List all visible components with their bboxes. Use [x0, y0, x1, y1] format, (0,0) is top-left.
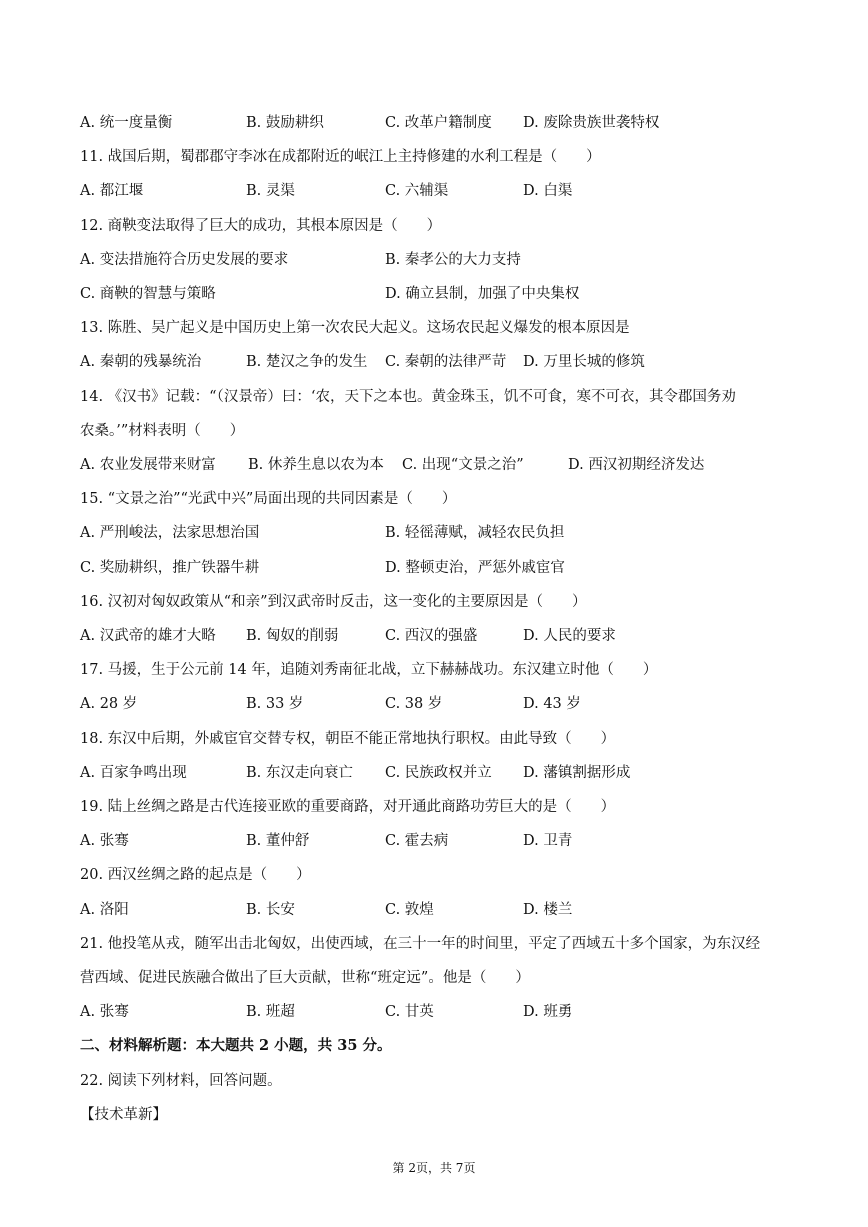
answer-option: C. 六辅渠	[385, 183, 449, 199]
answer-option: C. 奖励耕织，推广铁器牛耕	[80, 560, 260, 576]
answer-option: D. 卫青	[523, 833, 573, 849]
answer-option: C. 38 岁	[385, 696, 443, 712]
answer-option: C. 秦朝的法律严苛	[385, 354, 507, 370]
question-text: 21. 他投笔从戎，随军出击北匈奴，出使西域，在三十一年的时间里，平定了西域五十多个国家，为东汉经	[80, 936, 761, 952]
options-row	[80, 284, 800, 304]
options-row	[80, 1002, 800, 1022]
question-text: 17. 马援，生于公元前 14 年，追随刘秀南征北战，立下赫赫战功。东汉建立时他（ ）	[80, 662, 658, 678]
question-text: 15. “文景之治”“光武中兴”局面出现的共同因素是（ ）	[80, 491, 457, 507]
answer-option: D. 人民的要求	[523, 628, 616, 644]
options-row	[80, 694, 800, 714]
answer-option: D. 万里长城的修筑	[523, 354, 645, 370]
answer-option: C. 民族政权并立	[385, 765, 492, 781]
answer-option: A. 严刑峻法，法家思想治国	[80, 525, 260, 541]
options-row	[80, 831, 800, 851]
question-text: 20. 西汉丝绸之路的起点是（ ）	[80, 867, 311, 883]
question-text: 16. 汉初对匈奴政策从“和亲”到汉武帝时反击，这一变化的主要原因是（ ）	[80, 594, 587, 610]
answer-option: A. 洛阳	[80, 902, 129, 918]
question-text: 22. 阅读下列材料，回答问题。	[80, 1073, 282, 1089]
options-row	[80, 455, 800, 475]
answer-option: C. 商鞅的智慧与策略	[80, 286, 216, 302]
answer-option: C. 出现“文景之治”	[402, 457, 524, 473]
question-text: 营西域、促进民族融合做出了巨大贡献，世称“班定远”。他是（ ）	[80, 970, 530, 986]
answer-option: A. 汉武帝的雄才大略	[80, 628, 216, 644]
answer-option: D. 废除贵族世袭特权	[523, 115, 660, 131]
answer-option: B. 董仲舒	[246, 833, 310, 849]
answer-option: B. 灵渠	[246, 183, 295, 199]
question-text: 农桑。’”材料表明（ ）	[80, 423, 245, 439]
answer-option: B. 长安	[246, 902, 295, 918]
answer-option: B. 33 岁	[246, 696, 304, 712]
answer-option: A. 都江堰	[80, 183, 144, 199]
question-text: 11. 战国后期，蜀郡郡守李冰在成都附近的岷江上主持修建的水利工程是（ ）	[80, 149, 601, 165]
answer-option: D. 楼兰	[523, 902, 573, 918]
question-text: 13. 陈胜、吴广起义是中国历史上第一次农民大起义。这场农民起义爆发的根本原因是	[80, 320, 630, 336]
answer-option: A. 张骞	[80, 833, 129, 849]
answer-option: A. 农业发展带来财富	[80, 457, 216, 473]
options-row	[80, 900, 800, 920]
answer-option: A. 28 岁	[80, 696, 138, 712]
answer-option: D. 43 岁	[523, 696, 581, 712]
answer-option: D. 整顿吏治，严惩外戚宦官	[385, 560, 565, 576]
answer-option: B. 匈奴的削弱	[246, 628, 339, 644]
answer-option: A. 张骞	[80, 1004, 129, 1020]
answer-option: C. 改革户籍制度	[385, 115, 492, 131]
answer-option: D. 西汉初期经济发达	[568, 457, 705, 473]
question-text: 18. 东汉中后期，外戚宦官交替专权，朝臣不能正常地执行职权。由此导致（ ）	[80, 731, 616, 747]
answer-option: A. 变法措施符合历史发展的要求	[80, 252, 289, 268]
page-footer: 第 2页，共 7页	[392, 1161, 476, 1175]
answer-option: B. 班超	[246, 1004, 295, 1020]
options-row	[80, 181, 800, 201]
options-row	[80, 558, 800, 578]
options-row	[80, 113, 800, 133]
answer-option: B. 东汉走向衰亡	[246, 765, 353, 781]
answer-option: B. 楚汉之争的发生	[246, 354, 368, 370]
answer-option: A. 秦朝的残暴统治	[80, 354, 202, 370]
answer-option: A. 统一度量衡	[80, 115, 173, 131]
answer-option: D. 班勇	[523, 1004, 573, 1020]
answer-option: C. 霍去病	[385, 833, 449, 849]
question-text: 14. 《汉书》记载：“（汉景帝）曰：‘农，天下之本也。黄金珠玉，饥不可食，寒不可衣，其令郡国务劝	[80, 389, 736, 405]
question-text: 19. 陆上丝绸之路是古代连接亚欧的重要商路，对开通此商路功劳巨大的是（ ）	[80, 799, 616, 815]
answer-option: B. 轻徭薄赋，减轻农民负担	[385, 525, 565, 541]
answer-option: A. 百家争鸣出现	[80, 765, 187, 781]
answer-option: B. 秦孝公的大力支持	[385, 252, 521, 268]
options-row	[80, 763, 800, 783]
section-heading: 二、材料解析题：本大题共 2 小题，共 35 分。	[80, 1037, 392, 1054]
answer-option: B. 鼓励耕织	[246, 115, 324, 131]
options-row	[80, 523, 800, 543]
answer-option: D. 藩镇割据形成	[523, 765, 631, 781]
answer-option: D. 确立县制，加强了中央集权	[385, 286, 580, 302]
question-text: 【技术革新】	[80, 1107, 167, 1123]
answer-option: C. 敦煌	[385, 902, 434, 918]
answer-option: C. 甘英	[385, 1004, 434, 1020]
options-row	[80, 250, 800, 270]
question-text: 12. 商鞅变法取得了巨大的成功，其根本原因是（ ）	[80, 218, 442, 234]
options-row	[80, 626, 800, 646]
options-row	[80, 352, 800, 372]
answer-option: D. 白渠	[523, 183, 573, 199]
answer-option: C. 西汉的强盛	[385, 628, 478, 644]
answer-option: B. 休养生息以农为本	[248, 457, 384, 473]
